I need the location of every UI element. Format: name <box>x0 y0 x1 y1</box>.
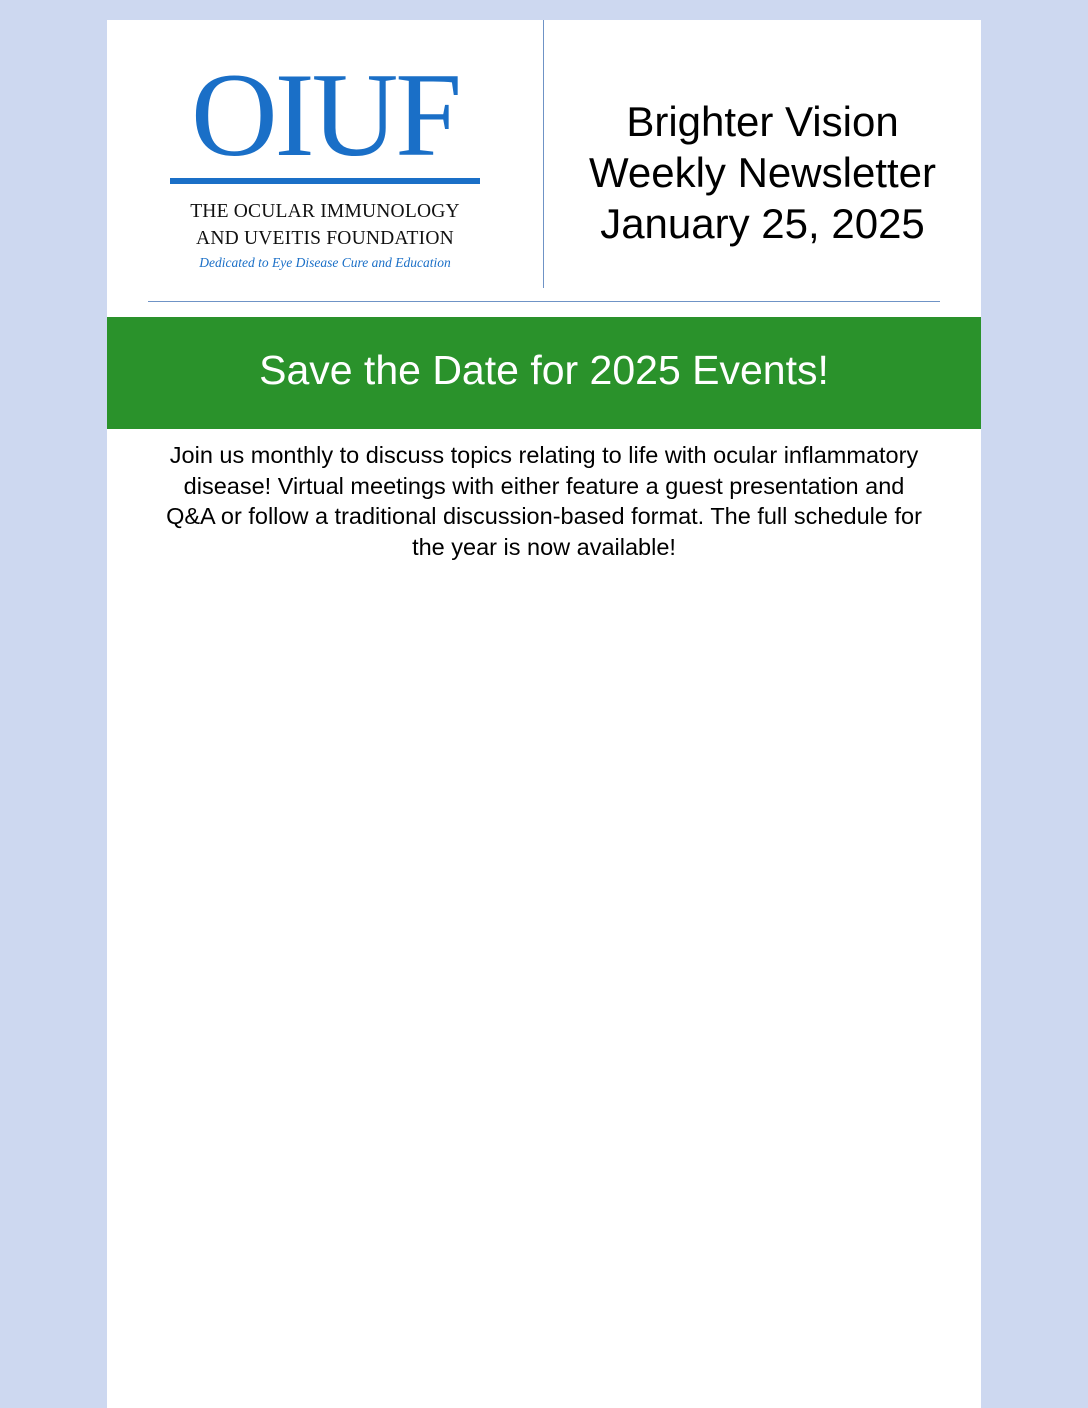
oiuf-logo[interactable] <box>169 68 481 273</box>
event-description: Join us monthly to discuss topics relating to life with ocular inflammatory disease! Virtual meetings with either feature a guest presentation and Q&A or follow a traditional discussion-based format. The full schedule for the year is now available! <box>166 442 922 560</box>
logo-name-line2: AND UVEITIS FOUNDATION <box>196 228 454 249</box>
logo-mark: OIUF <box>190 68 460 168</box>
save-the-date-banner <box>107 317 981 429</box>
logo-tagline: Dedicated to Eye Disease Cure and Education <box>199 255 451 270</box>
newsletter-title-line2: Weekly Newsletter <box>589 149 936 196</box>
newsletter-date: January 25, 2025 <box>600 200 925 247</box>
newsletter-header <box>107 20 981 303</box>
newsletter-page <box>107 20 981 1408</box>
newsletter-title <box>544 96 981 249</box>
header-horizontal-divider <box>148 301 940 302</box>
banner-heading: Save the Date for 2025 Events! <box>259 347 829 393</box>
logo-name-line1: THE OCULAR IMMUNOLOGY <box>190 201 460 222</box>
newsletter-title-line1: Brighter Vision <box>626 98 899 145</box>
logo-rule <box>170 178 480 184</box>
